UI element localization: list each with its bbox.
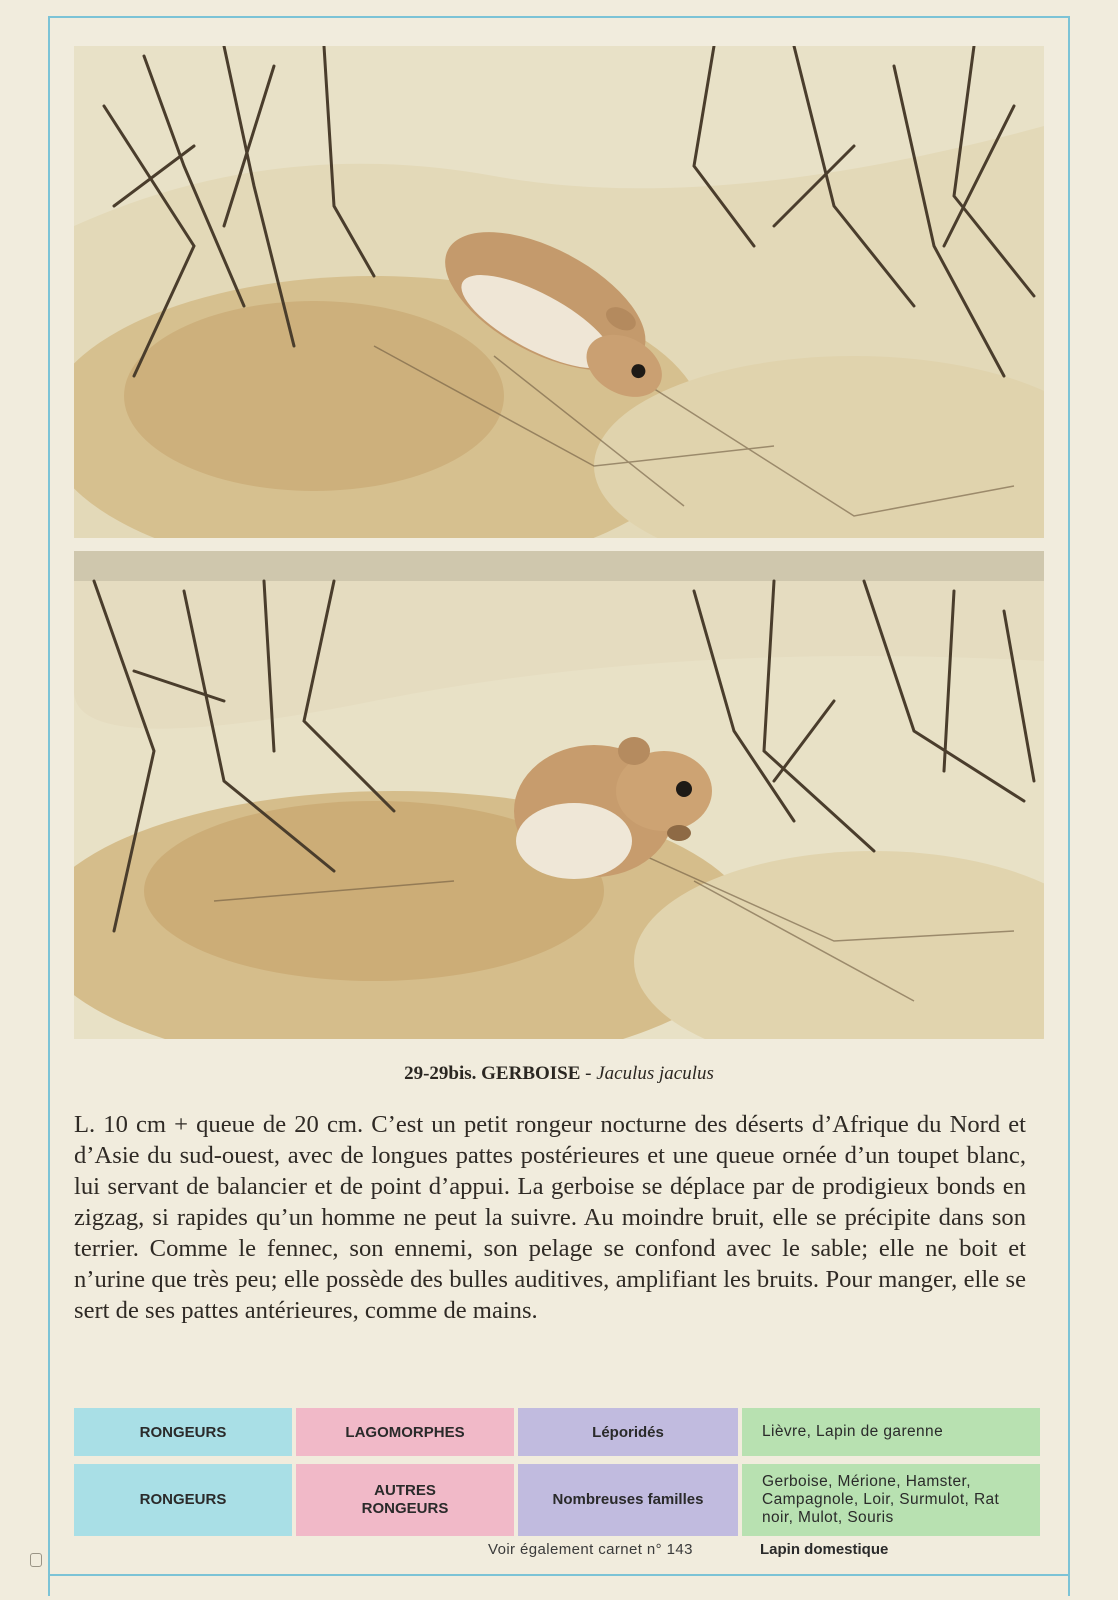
especes-cell: Gerboise, Mérione, Hamster, Campagnole, Loir, Surmulot, Rat noir, Mulot, Souris <box>742 1464 1040 1536</box>
famille-cell: Nombreuses familles <box>518 1464 738 1536</box>
photo-gerboise-digging <box>74 46 1044 538</box>
page-mark-icon <box>30 1553 42 1567</box>
caption-latin-name: Jaculus jaculus <box>596 1063 714 1084</box>
photo-gerboise-emerging <box>74 551 1044 1039</box>
especes-cell: Lièvre, Lapin de garenne <box>742 1408 1040 1456</box>
figure-caption <box>74 1063 1044 1085</box>
sous-ordre-cell: AUTRES RONGEURS <box>296 1464 514 1536</box>
ordre-cell: RONGEURS <box>74 1408 292 1456</box>
ordre-cell: RONGEURS <box>74 1464 292 1536</box>
classification-row <box>74 1408 1044 1456</box>
see-also-target: Lapin domestique <box>760 1541 889 1558</box>
classification-table <box>74 1408 1044 1544</box>
classification-row <box>74 1464 1044 1536</box>
see-also-text: Voir également carnet n° 143 <box>488 1541 693 1558</box>
sous-ordre-cell: LAGOMORPHES <box>296 1408 514 1456</box>
caption-number: 29-29bis. <box>404 1063 477 1084</box>
bottom-rule <box>48 1574 1070 1576</box>
famille-cell: Léporidés <box>518 1408 738 1456</box>
description-paragraph: L. 10 cm + queue de 20 cm. C’est un petit rongeur nocturne des déserts d’Afrique du Nord et d’Asie du sud-ouest, avec de longues pattes postérieures et une queue ornée d’un toupet blanc, lui servant de balancier et de point d’appui. La gerboise se déplace par de prodigieux bonds en zigzag, si rapides qu’un homme ne peut la suivre. Au moindre bruit, elle se précipite dans son terrier. Comme le fennec, son ennemi, son pelage se confond avec le sable; elle ne boit et n’urine que très peu; elle possède des bulles auditives, amplifiant les bruits. Pour manger, elle se sert de ses pattes antérieures, comme de mains. <box>74 1111 1026 1324</box>
caption-common-name: GERBOISE <box>481 1063 581 1084</box>
caption-separator: - <box>585 1063 592 1084</box>
